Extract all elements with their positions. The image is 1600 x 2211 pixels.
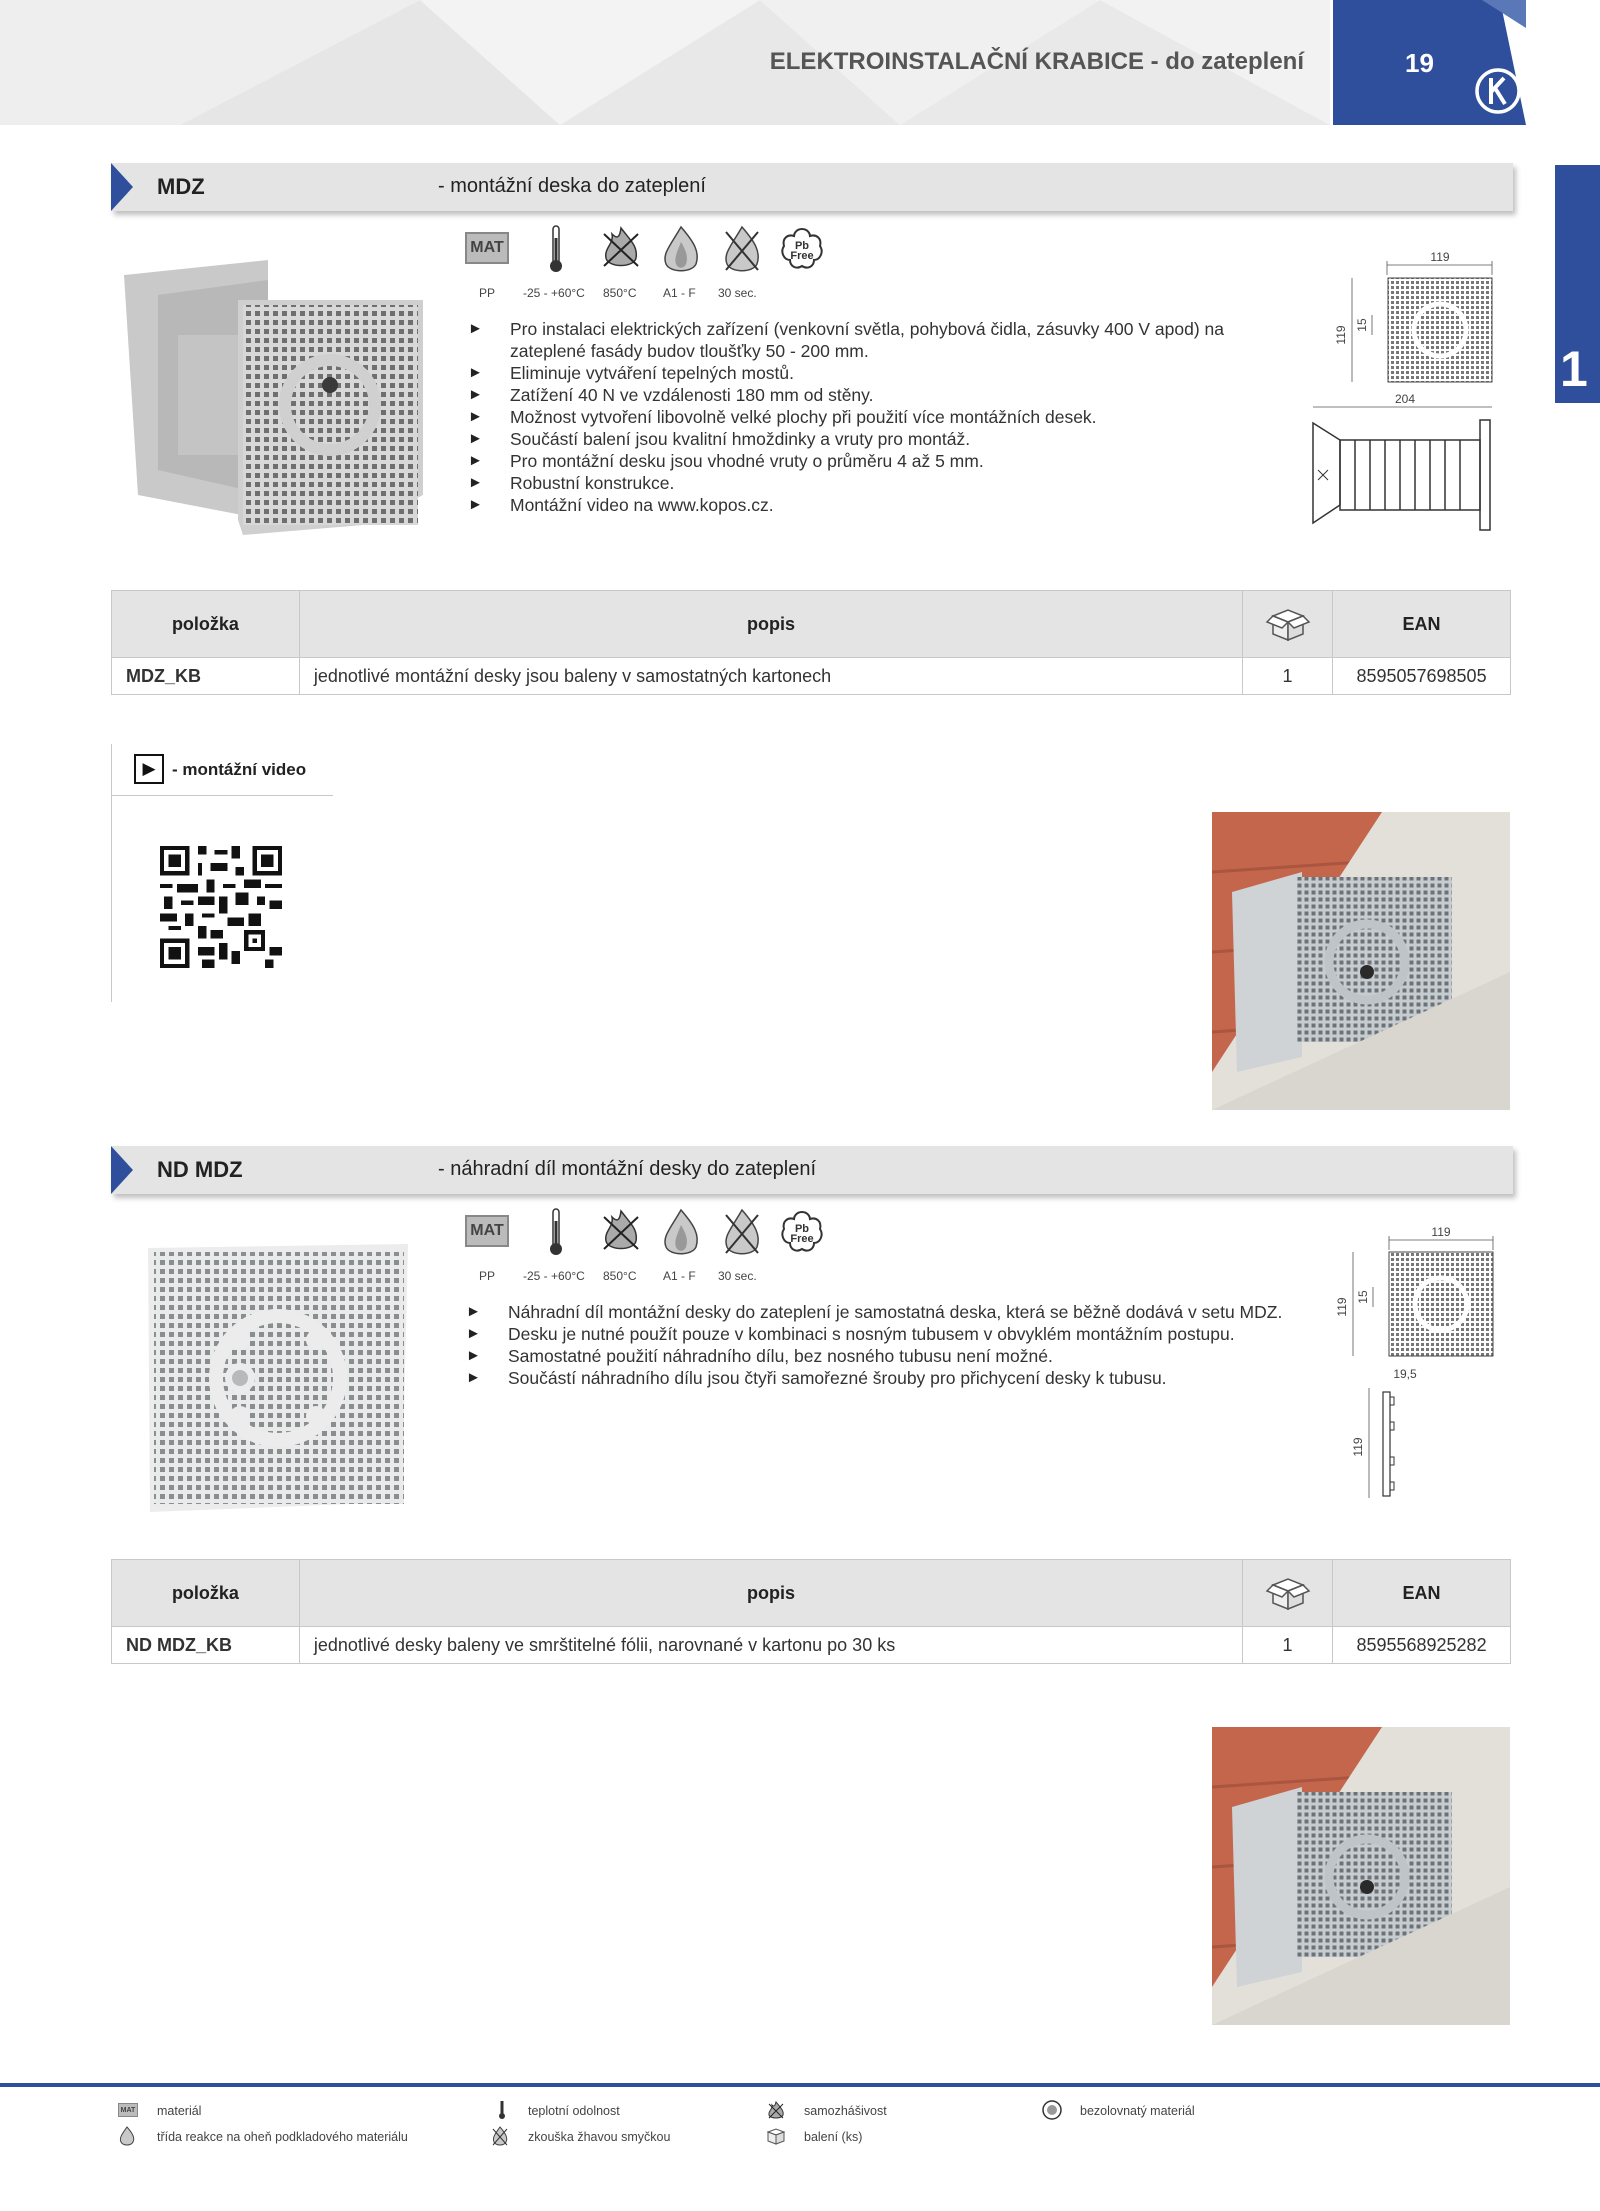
- table-row: [112, 1627, 1511, 1664]
- feature-item: ► Robustní konstrukce.: [468, 472, 1258, 494]
- table-header-row: [112, 591, 1511, 658]
- cell-item-code: ND MDZ_KB: [112, 1627, 300, 1664]
- product-code-nd-mdz: ND MDZ: [157, 1157, 243, 1182]
- section-marker-mdz: [111, 163, 133, 211]
- feature-item: ► Náhradní díl montážní desky do zateplení je samostatná deska, která se běžně dodává v setu MDZ.: [466, 1301, 1296, 1323]
- col-header-package: [1243, 591, 1333, 658]
- free-label: Free: [790, 250, 814, 262]
- legend-pb-free-icon: [1041, 2099, 1063, 2121]
- caption-fire-class: A1 - F: [663, 1269, 696, 1283]
- col-header-description: popis: [299, 1560, 1242, 1627]
- pb-label: Pb: [794, 1223, 810, 1235]
- feature-item: ► Součástí balení jsou kvalitní hmoždinky a vruty pro montáž.: [468, 428, 1258, 450]
- self-extinguishing-icon: [600, 1207, 642, 1255]
- caption-material: PP: [479, 1269, 496, 1283]
- col-header-item: položka: [112, 591, 300, 658]
- feature-item: ► Možnost vytvoření libovolně velké plochy při použití více montážních desek.: [468, 406, 1258, 428]
- feature-item: ► Samostatné použití náhradního dílu, bez nosného tubusu není možné.: [466, 1345, 1296, 1367]
- legend-text: materiál: [157, 2104, 202, 2118]
- caption-temperature: -25 - +60°C: [523, 1269, 585, 1283]
- legend-package-box-icon: [765, 2126, 787, 2146]
- legend-text: zkouška žhavou smyčkou: [528, 2130, 671, 2144]
- caption-temperature: -25 - +60°C: [523, 286, 585, 300]
- play-video-button[interactable]: ▶: [134, 754, 164, 784]
- table-header-row: [112, 1560, 1511, 1627]
- technical-drawing-nd-mdz: [1325, 1222, 1505, 1507]
- legend-flame-icon: [118, 2126, 136, 2146]
- legend-glow-wire-icon: [490, 2126, 510, 2146]
- installation-photo-mdz: [1212, 812, 1510, 1110]
- table-row: [112, 658, 1511, 695]
- legend-text: samozhášivost: [804, 2104, 887, 2118]
- flame-icon: [660, 1207, 702, 1257]
- col-header-ean: EAN: [1333, 591, 1511, 658]
- cell-item-code: MDZ_KB: [112, 658, 300, 695]
- caption-extinguish-time: 30 sec.: [718, 286, 757, 300]
- thermometer-icon: [547, 224, 565, 274]
- video-label: - montážní video: [172, 760, 307, 779]
- product-table-mdz: [111, 590, 1511, 695]
- package-box-icon: [1265, 1571, 1311, 1611]
- kopos-logo-icon: [1473, 66, 1523, 116]
- legend-thermometer-icon: [497, 2100, 507, 2120]
- pb-label: Pb: [794, 240, 810, 252]
- caption-glow-wire-temp: 850°C: [603, 1269, 637, 1283]
- col-header-package: [1243, 1560, 1333, 1627]
- glow-wire-icon: [720, 224, 764, 274]
- cell-description: jednotlivé montážní desky jsou baleny v samostatných kartonech: [299, 658, 1242, 695]
- product-image-nd-mdz: [140, 1240, 412, 1515]
- flame-icon: [660, 224, 702, 274]
- caption-material: PP: [479, 286, 496, 300]
- feature-item: ► Pro montážní desku jsou vhodné vruty o průměru 4 až 5 mm.: [468, 450, 1258, 472]
- dim-height: 119: [1335, 1297, 1349, 1317]
- glow-wire-icon: [720, 1207, 764, 1257]
- legend-mat-icon: MAT: [118, 2103, 138, 2117]
- mat-icon: MAT: [465, 232, 509, 264]
- product-code-mdz: MDZ: [157, 174, 205, 199]
- legend-text: teplotní odolnost: [528, 2104, 620, 2118]
- pb-free-icon: [778, 226, 826, 272]
- caption-glow-wire-temp: 850°C: [603, 286, 637, 300]
- cell-package-qty: 1: [1243, 658, 1333, 695]
- cell-package-qty: 1: [1243, 1627, 1333, 1664]
- section-marker-nd-mdz: [111, 1146, 133, 1194]
- page-number: 19: [1405, 48, 1434, 78]
- self-extinguishing-icon: [600, 224, 642, 272]
- free-label: Free: [790, 1233, 814, 1245]
- dim-offset: 15: [1356, 1290, 1370, 1304]
- pb-free-icon: [778, 1209, 826, 1255]
- dim-height: 119: [1334, 325, 1348, 345]
- chapter-number: 1: [1560, 341, 1588, 397]
- feature-item: ► Součástí náhradního dílu jsou čtyři samořezné šrouby pro přichycení desky k tubusu.: [466, 1367, 1296, 1389]
- col-header-ean: EAN: [1333, 1560, 1511, 1627]
- video-block-border: [111, 744, 112, 1002]
- package-box-icon: [1265, 602, 1311, 642]
- feature-list-nd-mdz: [466, 1301, 1296, 1389]
- legend-text: třída reakce na oheň podkladového materiálu: [157, 2130, 408, 2144]
- section-bar-mdz: [111, 163, 1513, 211]
- cell-description: jednotlivé desky baleny ve smrštitelné fólii, narovnané v kartonu po 30 ks: [299, 1627, 1242, 1664]
- caption-fire-class: A1 - F: [663, 286, 696, 300]
- feature-item: ► Desku je nutné použít pouze v kombinaci s nosným tubusem v obvyklém montážním postupu.: [466, 1323, 1296, 1345]
- legend-self-extinguishing-icon: [766, 2100, 786, 2120]
- feature-item: ► Montážní video na www.kopos.cz.: [468, 494, 1258, 516]
- product-description-nd-mdz: - náhradní díl montážní desky do zateplení: [438, 1158, 817, 1180]
- feature-item: ► Zatížení 40 N ve vzdálenosti 180 mm od stěny.: [468, 384, 1258, 406]
- product-table-nd-mdz: [111, 1559, 1511, 1664]
- technical-drawing-mdz: [1300, 245, 1505, 535]
- page-header-title: ELEKTROINSTALAČNÍ KRABICE - do zateplení: [769, 48, 1304, 75]
- cell-ean: 8595568925282: [1333, 1627, 1511, 1664]
- feature-list-mdz: [468, 318, 1258, 516]
- caption-extinguish-time: 30 sec.: [718, 1269, 757, 1283]
- cell-ean: 8595057698505: [1333, 658, 1511, 695]
- col-header-description: popis: [299, 591, 1242, 658]
- footer-divider: [0, 2083, 1600, 2087]
- legend-text: balení (ks): [804, 2130, 863, 2144]
- feature-item: ► Pro instalaci elektrických zařízení (venkovní světla, pohybová čidla, zásuvky 400 V apod) na zateplené fasády budov tloušťky 50 - 200 mm.: [468, 318, 1258, 362]
- product-description-mdz: - montážní deska do zateplení: [438, 175, 706, 197]
- thermometer-icon: [547, 1207, 565, 1257]
- col-header-item: položka: [112, 1560, 300, 1627]
- dim-offset: 15: [1355, 318, 1369, 332]
- dim-depth: 204: [1394, 392, 1416, 406]
- dim-thickness: 19,5: [1393, 1367, 1417, 1381]
- mat-icon: MAT: [465, 1215, 509, 1247]
- feature-item: ► Eliminuje vytváření tepelných mostů.: [468, 362, 1258, 384]
- dim-side-height: 119: [1351, 1437, 1365, 1457]
- legend-text: bezolovnatý materiál: [1080, 2104, 1195, 2118]
- product-image-mdz: [118, 255, 428, 540]
- dim-width: 119: [1430, 250, 1450, 264]
- installation-photo-nd-mdz: [1212, 1727, 1510, 2025]
- qr-code-image[interactable]: [160, 846, 282, 968]
- dim-width: 119: [1431, 1225, 1451, 1239]
- video-block-divider: [111, 795, 333, 796]
